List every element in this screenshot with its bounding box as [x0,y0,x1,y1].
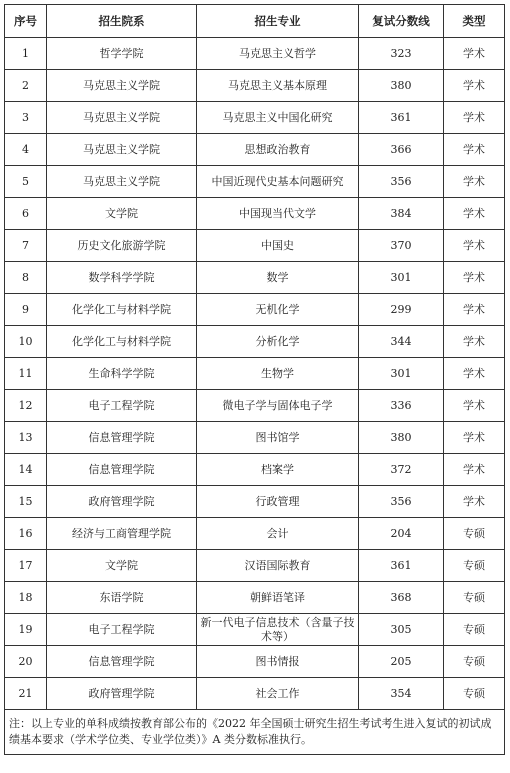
row-department: 马克思主义学院 [47,134,197,166]
row-department: 哲学学院 [47,38,197,70]
row-index: 14 [5,454,47,486]
row-type: 学术 [444,102,505,134]
row-index: 11 [5,358,47,390]
row-score: 299 [359,294,444,326]
row-index: 8 [5,262,47,294]
row-score: 380 [359,70,444,102]
table-row [5,230,505,262]
row-index: 6 [5,198,47,230]
row-department: 信息管理学院 [47,646,197,678]
row-department: 电子工程学院 [47,390,197,422]
row-major: 微电子学与固体电子学 [197,390,359,422]
row-score: 384 [359,198,444,230]
row-department: 化学化工与材料学院 [47,294,197,326]
row-major: 马克思主义中国化研究 [197,102,359,134]
table-row [5,486,505,518]
row-index: 12 [5,390,47,422]
row-index: 18 [5,582,47,614]
row-department: 文学院 [47,198,197,230]
row-score: 301 [359,262,444,294]
row-major: 图书馆学 [197,422,359,454]
row-score: 305 [359,614,444,646]
row-department: 马克思主义学院 [47,166,197,198]
retest-score-table [4,4,505,755]
row-department: 历史文化旅游学院 [47,230,197,262]
row-major: 汉语国际教育 [197,550,359,582]
table-note: 注：以上专业的单科成绩按教育部公布的《2022 年全国硕士研究生招生考试考生进入复试的初试成绩基本要求（学术学位类、专业学位类）》A 类分数标准执行。 [5,710,505,755]
row-index: 17 [5,550,47,582]
header-type: 类型 [444,5,505,38]
header-score: 复试分数线 [359,5,444,38]
table-row [5,646,505,678]
row-score: 205 [359,646,444,678]
header-index: 序号 [5,5,47,38]
table-row [5,134,505,166]
row-score: 356 [359,486,444,518]
table-row [5,390,505,422]
row-index: 2 [5,70,47,102]
row-index: 19 [5,614,47,646]
row-score: 356 [359,166,444,198]
row-index: 10 [5,326,47,358]
row-major: 会计 [197,518,359,550]
header-major: 招生专业 [197,5,359,38]
table-row [5,358,505,390]
row-major: 档案学 [197,454,359,486]
row-index: 20 [5,646,47,678]
row-type: 学术 [444,134,505,166]
row-type: 学术 [444,454,505,486]
row-score: 368 [359,582,444,614]
table-row [5,550,505,582]
row-department: 马克思主义学院 [47,70,197,102]
row-score: 301 [359,358,444,390]
row-type: 学术 [444,486,505,518]
row-major: 数学 [197,262,359,294]
row-index: 1 [5,38,47,70]
row-index: 13 [5,422,47,454]
row-type: 学术 [444,166,505,198]
table-row [5,518,505,550]
table-body [5,38,505,710]
row-type: 学术 [444,294,505,326]
table-header-row [5,5,505,38]
row-score: 366 [359,134,444,166]
row-score: 323 [359,38,444,70]
row-score: 361 [359,102,444,134]
row-major: 行政管理 [197,486,359,518]
row-index: 9 [5,294,47,326]
row-score: 372 [359,454,444,486]
row-department: 信息管理学院 [47,422,197,454]
row-type: 专硕 [444,582,505,614]
row-type: 学术 [444,198,505,230]
row-type: 学术 [444,390,505,422]
row-type: 学术 [444,70,505,102]
row-score: 344 [359,326,444,358]
row-major: 新一代电子信息技术（含量子技术等） [197,614,359,646]
table-row [5,582,505,614]
row-major: 中国现当代文学 [197,198,359,230]
row-department: 政府管理学院 [47,678,197,710]
row-department: 化学化工与材料学院 [47,326,197,358]
row-department: 数学科学学院 [47,262,197,294]
row-major: 图书情报 [197,646,359,678]
row-major: 中国近现代史基本问题研究 [197,166,359,198]
row-index: 16 [5,518,47,550]
row-major: 社会工作 [197,678,359,710]
table-row [5,70,505,102]
row-major: 分析化学 [197,326,359,358]
row-index: 7 [5,230,47,262]
row-type: 专硕 [444,518,505,550]
score-table-container [4,4,504,755]
row-index: 4 [5,134,47,166]
row-index: 15 [5,486,47,518]
row-score: 204 [359,518,444,550]
table-row [5,422,505,454]
row-major: 中国史 [197,230,359,262]
table-row [5,166,505,198]
table-row [5,198,505,230]
table-row [5,326,505,358]
row-type: 学术 [444,230,505,262]
row-index: 21 [5,678,47,710]
table-row [5,262,505,294]
row-major: 朝鲜语笔译 [197,582,359,614]
row-department: 政府管理学院 [47,486,197,518]
table-row [5,38,505,70]
row-type: 学术 [444,358,505,390]
row-department: 电子工程学院 [47,614,197,646]
row-department: 马克思主义学院 [47,102,197,134]
table-row [5,454,505,486]
row-score: 336 [359,390,444,422]
row-score: 380 [359,422,444,454]
row-type: 专硕 [444,614,505,646]
row-department: 东语学院 [47,582,197,614]
row-major: 无机化学 [197,294,359,326]
row-major: 思想政治教育 [197,134,359,166]
row-type: 学术 [444,262,505,294]
row-department: 文学院 [47,550,197,582]
row-type: 学术 [444,38,505,70]
row-type: 专硕 [444,678,505,710]
row-index: 3 [5,102,47,134]
row-type: 学术 [444,326,505,358]
row-department: 信息管理学院 [47,454,197,486]
row-score: 361 [359,550,444,582]
row-department: 生命科学学院 [47,358,197,390]
row-index: 5 [5,166,47,198]
row-department: 经济与工商管理学院 [47,518,197,550]
table-row [5,294,505,326]
row-major: 生物学 [197,358,359,390]
header-department: 招生院系 [47,5,197,38]
table-row [5,102,505,134]
row-major: 马克思主义基本原理 [197,70,359,102]
row-type: 专硕 [444,550,505,582]
row-major: 马克思主义哲学 [197,38,359,70]
row-type: 学术 [444,422,505,454]
note-row [5,710,505,755]
table-row [5,678,505,710]
row-score: 370 [359,230,444,262]
row-type: 专硕 [444,646,505,678]
table-row [5,614,505,646]
row-score: 354 [359,678,444,710]
